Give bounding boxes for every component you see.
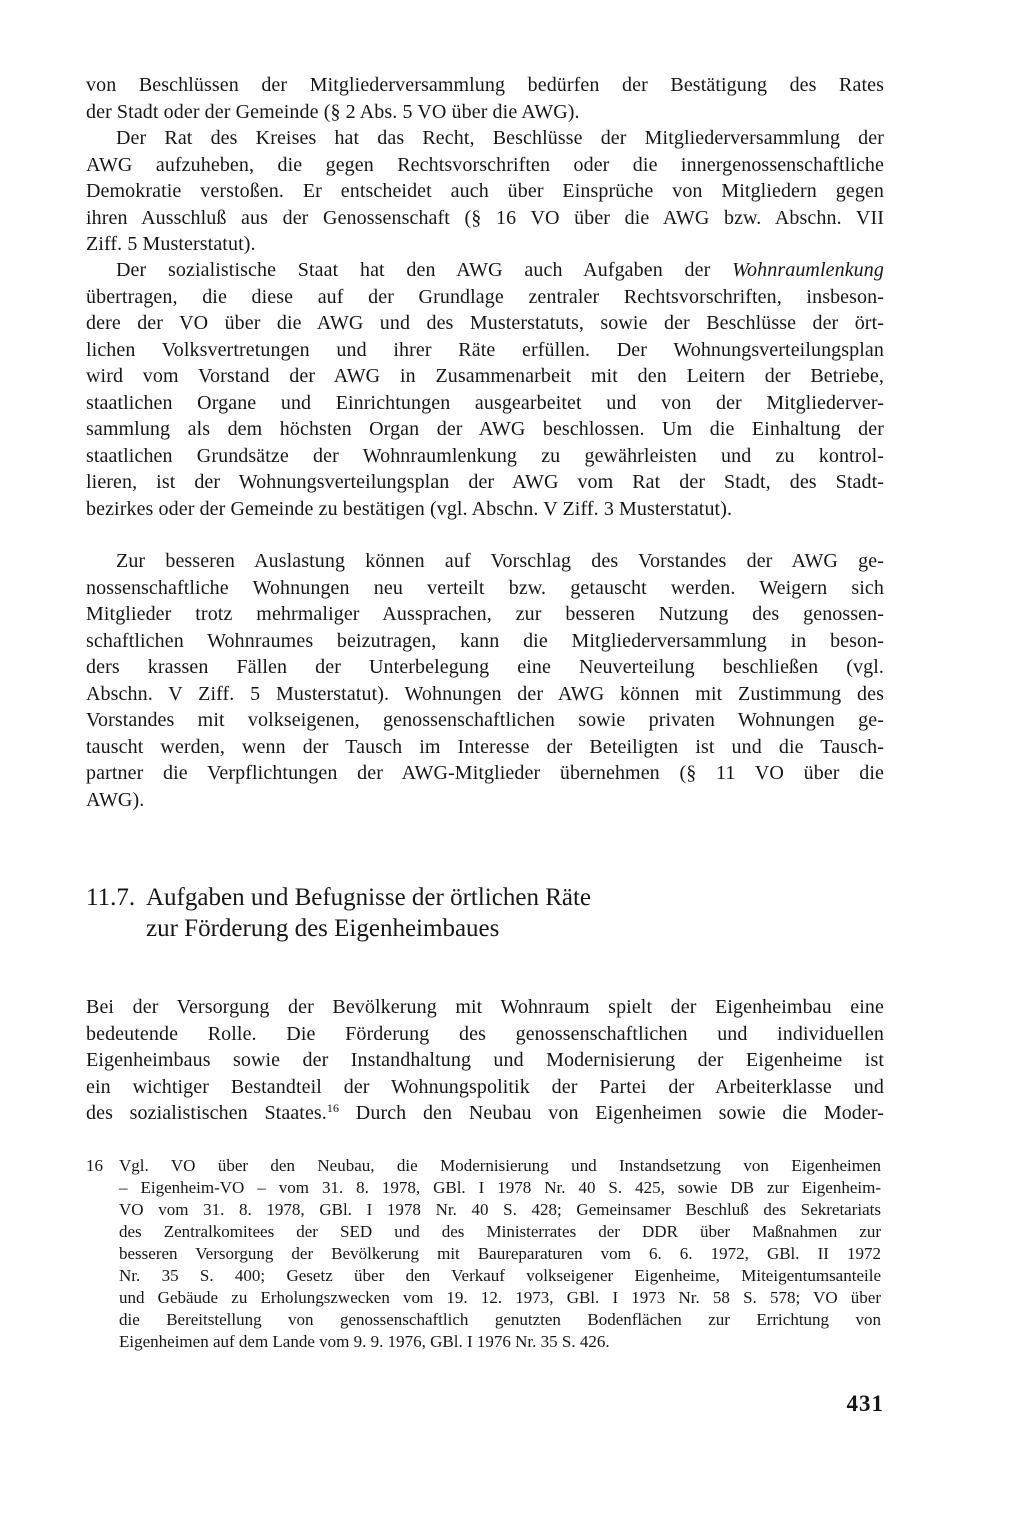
page-number: 431	[846, 1391, 884, 1416]
text-line: Vorstandes mit volkseigenen, genossenschaftlichen sowie privaten Wohnungen ge-	[86, 709, 884, 731]
text-line: ders krassen Fällen der Unterbelegung eine Neuverteilung beschließen (vgl.	[86, 656, 884, 678]
text-line: von Beschlüssen der Mitgliederversammlung bedürfen der Bestätigung des Rates	[86, 74, 884, 96]
text-line: sammlung als dem höchsten Organ der AWG beschlossen. Um die Einhaltung der	[86, 418, 884, 440]
text-line: Der Rat des Kreises hat das Recht, Beschlüsse der Mitgliederversammlung der	[116, 127, 884, 149]
footnote-line: Eigenheimen auf dem Lande vom 9. 9. 1976, GBl. I 1976 Nr. 35 S. 426.	[119, 1332, 610, 1351]
section-title-line: zur Förderung des Eigenheimbaues	[146, 915, 500, 942]
text-line: AWG).	[86, 788, 145, 811]
footnote-line: die Bereitstellung von genossenschaftlich genutzten Bodenflächen zur Errichtung von	[119, 1310, 881, 1329]
text-line: der Stadt oder der Gemeinde (§ 2 Abs. 5 VO über die AWG).	[86, 100, 580, 123]
footnote-number: 16	[86, 1156, 103, 1175]
text-line	[86, 1100, 884, 1127]
text-line: Mitglieder trotz mehrmaliger Aussprachen, zur besseren Nutzung des genossen-	[86, 603, 884, 625]
text-line: ein wichtiger Bestandteil der Wohnungspolitik der Partei der Arbeiterklasse und	[86, 1075, 884, 1098]
text-line: staatlichen Grundsätze der Wohnraumlenkung zu gewährleisten und zu kontrol-	[86, 444, 884, 467]
footnote-line: besseren Versorgung der Bevölkerung mit Baureparaturen vom 6. 6. 1972, GBl. II 1972	[119, 1244, 881, 1263]
text-line	[86, 257, 884, 284]
text-line: übertragen, die diese auf der Grundlage zentraler Rechtsvorschriften, insbeson-	[86, 285, 884, 308]
text-line: Ziff. 5 Musterstatut).	[86, 233, 256, 255]
footnote-line: Vgl. VO über den Neubau, die Modernisierung und Instandsetzung von Eigenheimen	[119, 1156, 881, 1175]
emphasized-term: Wohnraumlenkung	[732, 259, 884, 281]
text-line: staatlichen Organe und Einrichtungen ausgearbeitet und von der Mitgliederver-	[86, 391, 884, 414]
text-line: Eigenheimbaus sowie der Instandhaltung und Modernisierung der Eigenheime ist	[86, 1049, 884, 1071]
text-line: AWG aufzuheben, die gegen Rechtsvorschriften oder die innergenossenschaftliche	[86, 153, 884, 176]
footnote-line: des Zentralkomitees der SED und des Ministerrates der DDR über Maßnahmen zur	[119, 1222, 881, 1241]
paragraph-wohnraumlenkung	[86, 257, 884, 522]
text-line: Zur besseren Auslastung können auf Vorschlag des Vorstandes der AWG ge-	[116, 550, 884, 572]
paragraph-continuation	[86, 72, 884, 125]
footnote-reference[interactable]: 16	[326, 1101, 340, 1115]
text-line: tauscht werden, wenn der Tausch im Interesse der Beteiligten ist und die Tausch-	[86, 735, 884, 758]
paragraph-eigenheimbau	[86, 994, 884, 1127]
text-line: bezirkes oder der Gemeinde zu bestätigen (vgl. Abschn. V Ziff. 3 Musterstatut).	[86, 497, 733, 520]
text-line: ihren Ausschluß aus der Genossenschaft (§ 16 VO über die AWG bzw. Abschn. VII	[86, 206, 884, 229]
text-line: wird vom Vorstand der AWG in Zusammenarbeit mit den Leitern der Betriebe,	[86, 365, 884, 387]
footnote-line: und Gebäude zu Erholungszwecken vom 19. 12. 1973, GBl. I 1973 Nr. 58 S. 578; VO über	[119, 1288, 881, 1307]
text-line: Bei der Versorgung der Bevölkerung mit Wohnraum spielt der Eigenheimbau eine	[86, 996, 884, 1018]
book-page	[86, 72, 884, 1472]
text-line: Demokratie verstoßen. Er entscheidet auch über Einsprüche von Mitgliedern gegen	[86, 180, 884, 202]
paragraph-auslastung	[86, 548, 884, 813]
text-line: partner die Verpflichtungen der AWG-Mitglieder übernehmen (§ 11 VO über die	[86, 762, 884, 784]
text-line: nossenschaftliche Wohnungen neu verteilt bzw. getauscht werden. Weigern sich	[86, 576, 884, 599]
section-title-line: Aufgaben und Befugnisse der örtlichen Räte	[146, 884, 592, 911]
text-line: lichen Volksvertretungen und ihrer Räte erfüllen. Der Wohnungsverteilungsplan	[86, 338, 884, 361]
text-line: schaftlichen Wohnraumes beizutragen, kann die Mitgliederversammlung in beson-	[86, 629, 884, 652]
footnote-line: – Eigenheim-VO – vom 31. 8. 1978, GBl. I 1978 Nr. 40 S. 425, sowie DB zur Eigenheim-	[119, 1178, 881, 1197]
text-line: lieren, ist der Wohnungsverteilungsplan der AWG vom Rat der Stadt, des Stadt-	[86, 471, 884, 493]
text-line: Abschn. V Ziff. 5 Musterstatut). Wohnungen der AWG können mit Zustimmung des	[86, 682, 884, 705]
section-number: 11.7.	[86, 884, 136, 911]
text-run: Durch den Neubau von Eigenheimen sowie die Moder-	[339, 1102, 884, 1124]
footnote-line: VO vom 31. 8. 1978, GBl. I 1978 Nr. 40 S. 428; Gemeinsamer Beschluß des Sekretariats	[119, 1200, 881, 1219]
footnote-line: Nr. 35 S. 400; Gesetz über den Verkauf volkseigener Eigenheime, Miteigentumsanteile	[119, 1266, 881, 1285]
text-line: dere der VO über die AWG und des Musterstatuts, sowie der Beschlüsse der ört-	[86, 312, 884, 334]
text-run: des sozialistischen Staates.	[86, 1102, 327, 1124]
text-run: Der sozialistische Staat hat den AWG auch Aufgaben der	[116, 259, 733, 281]
text-line: bedeutende Rolle. Die Förderung des genossenschaftlichen und individuellen	[86, 1022, 884, 1045]
footnote-text	[119, 1155, 881, 1353]
paragraph-rat-des-kreises	[86, 125, 884, 258]
section-title	[146, 882, 591, 944]
